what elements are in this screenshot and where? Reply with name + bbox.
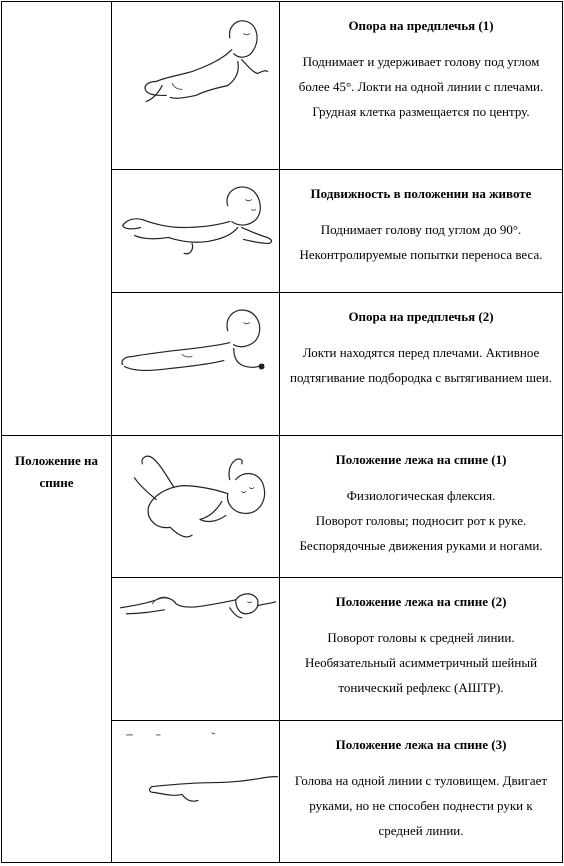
illustration-cell bbox=[112, 2, 280, 170]
milestone-title: Положение лежа на спине (3) bbox=[335, 737, 507, 752]
milestone-description bbox=[288, 483, 554, 558]
milestone-title: Опора на предплечья (2) bbox=[348, 309, 494, 324]
baby-supine-midline-icon bbox=[112, 721, 280, 862]
baby-prone-forearm-support-2-icon bbox=[112, 293, 280, 435]
baby-prone-forearm-support-icon bbox=[112, 2, 280, 169]
milestone-description: Поднимает и удерживает голову под углом более 45°. Локти на одной линии с плечами. Грудная клетка размещается по центру. bbox=[298, 54, 544, 119]
fist-mark bbox=[259, 364, 265, 370]
baby-supine-head-turn-icon bbox=[112, 578, 280, 720]
table-row bbox=[2, 436, 563, 578]
milestones-table bbox=[1, 1, 563, 863]
illustration-cell bbox=[112, 721, 280, 863]
section-label-supine: Положение на спине bbox=[2, 436, 112, 863]
milestone-title: Опора на предплечья (1) bbox=[348, 18, 494, 33]
description-line: Физиологическая флексия. bbox=[346, 488, 496, 503]
illustration-cell bbox=[112, 578, 280, 721]
baby-prone-mobility-icon bbox=[112, 170, 280, 292]
description-line: Беспорядочные движения руками и ногами. bbox=[299, 538, 543, 553]
milestone-title: Положение лежа на спине (2) bbox=[335, 594, 507, 609]
milestone-text-cell bbox=[280, 293, 563, 436]
milestone-description: Голова на одной линии с туловищем. Двигает руками, но не способен поднести руки к средней линии. bbox=[294, 773, 548, 838]
milestone-title: Положение лежа на спине (1) bbox=[335, 452, 507, 467]
description-line: Поворот головы; подносит рот к руке. bbox=[315, 513, 527, 528]
baby-supine-flexion-icon bbox=[112, 436, 280, 577]
milestone-description: Локти находятся перед плечами. Активное подтягивание подбородка с вытягиванием шеи. bbox=[290, 345, 552, 385]
milestone-text-cell bbox=[280, 721, 563, 863]
illustration-cell bbox=[112, 436, 280, 578]
milestone-text-cell bbox=[280, 436, 563, 578]
illustration-cell bbox=[112, 293, 280, 436]
illustration-cell bbox=[112, 170, 280, 293]
milestone-description: Поднимает голову под углом до 90°. Неконтролируемые попытки переноса веса. bbox=[299, 222, 543, 262]
milestone-description: Поворот головы к средней линии. Необязательный асимметричный шейный тонический рефлекс (АШТР). bbox=[304, 630, 538, 695]
milestone-title: Подвижность в положении на животе bbox=[310, 186, 532, 201]
milestone-text-cell bbox=[280, 578, 563, 721]
milestone-text-cell bbox=[280, 2, 563, 170]
section-label-prone bbox=[2, 2, 112, 436]
milestone-text-cell bbox=[280, 170, 563, 293]
table-row bbox=[2, 2, 563, 170]
